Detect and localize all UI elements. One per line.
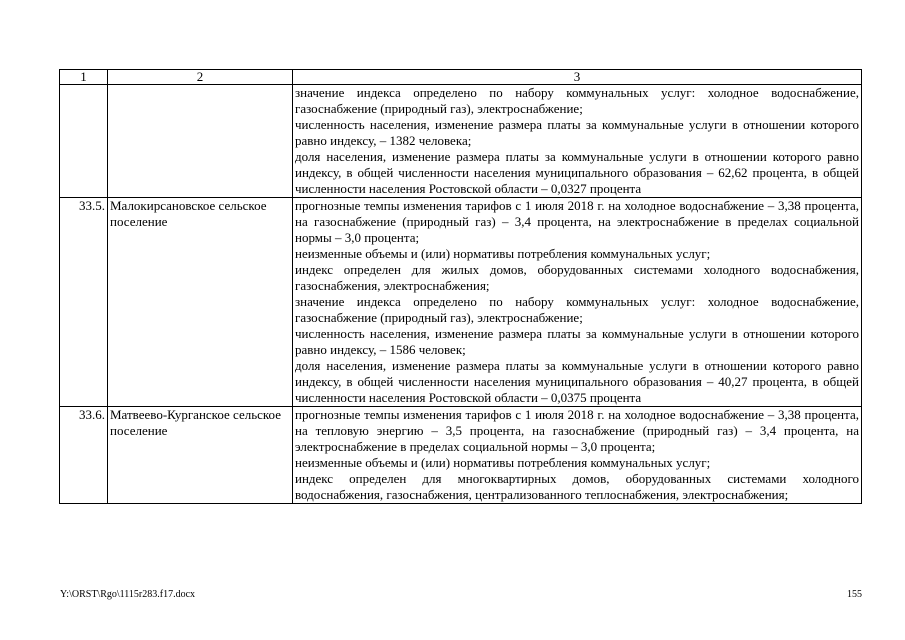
description-paragraph: доля населения, изменение размера платы за коммунальные услуги в отношении которого равно индексу, в общей численности населения муниципального образования – 62,62 процента, в общей численности населения Ростовской области – 0,0327 процента <box>295 149 859 196</box>
description-paragraph: прогнозные темпы изменения тарифов с 1 июля 2018 г. на холодное водоснабжение – 3,38 процента, на газоснабжение (природный газ) – 3,4 процента, на электроснабжение в пределах социальной нормы – 3,0 процента; <box>295 198 859 245</box>
description-paragraph: неизменные объемы и (или) нормативы потребления коммунальных услуг; <box>295 455 711 470</box>
table-header-row <box>60 70 862 85</box>
row-description <box>293 85 862 198</box>
row-number: 33.5. <box>60 198 108 407</box>
footer-file-path: Y:\ORST\Rgo\1115r283.f17.docx <box>60 589 196 600</box>
description-paragraph: численность населения, изменение размера платы за коммунальные услуги в отношении которого равно индексу, – 1586 человек; <box>295 326 859 357</box>
description-paragraph: прогнозные темпы изменения тарифов с 1 июля 2018 г. на холодное водоснабжение – 3,38 процента, на тепловую энергию – 3,5 процента, на газоснабжение (природный газ) – 3,4 процента, на электроснабжение в пределах социальной нормы – 3,0 процента; <box>295 407 859 454</box>
description-paragraph: индекс определен для жилых домов, оборудованных системами холодного водоснабжения, газоснабжения, электроснабжения; <box>295 262 859 293</box>
row-description <box>293 198 862 407</box>
row-settlement-name <box>108 85 293 198</box>
document-table <box>59 69 862 504</box>
table-row <box>60 85 862 198</box>
description-paragraph: индекс определен для многоквартирных домов, оборудованных системами холодного водоснабжения, газоснабжения, централизованного теплоснабжения, электроснабжения; <box>295 471 859 502</box>
row-number <box>60 85 108 198</box>
header-col-1: 1 <box>60 70 108 85</box>
description-paragraph: значение индекса определено по набору коммунальных услуг: холодное водоснабжение, газоснабжение (природный газ), электроснабжение; <box>295 85 859 116</box>
description-paragraph: неизменные объемы и (или) нормативы потребления коммунальных услуг; <box>295 246 711 261</box>
header-col-2: 2 <box>108 70 293 85</box>
row-settlement-name: Малокирсановское сельское поселение <box>108 198 293 407</box>
table-row <box>60 407 862 504</box>
description-paragraph: доля населения, изменение размера платы за коммунальные услуги в отношении которого равно индексу, в общей численности населения муниципального образования – 40,27 процента, в общей численности населения Ростовской области – 0,0375 процента <box>295 358 859 405</box>
page-number: 155 <box>847 589 862 600</box>
description-paragraph: значение индекса определено по набору коммунальных услуг: холодное водоснабжение, газоснабжение (природный газ), электроснабжение; <box>295 294 859 325</box>
description-paragraph: численность населения, изменение размера платы за коммунальные услуги в отношении которого равно индексу, – 1382 человека; <box>295 117 859 148</box>
row-settlement-name: Матвеево-Курганское сельское поселение <box>108 407 293 504</box>
row-number: 33.6. <box>60 407 108 504</box>
header-col-3: 3 <box>293 70 862 85</box>
table-row <box>60 198 862 407</box>
row-description <box>293 407 862 504</box>
